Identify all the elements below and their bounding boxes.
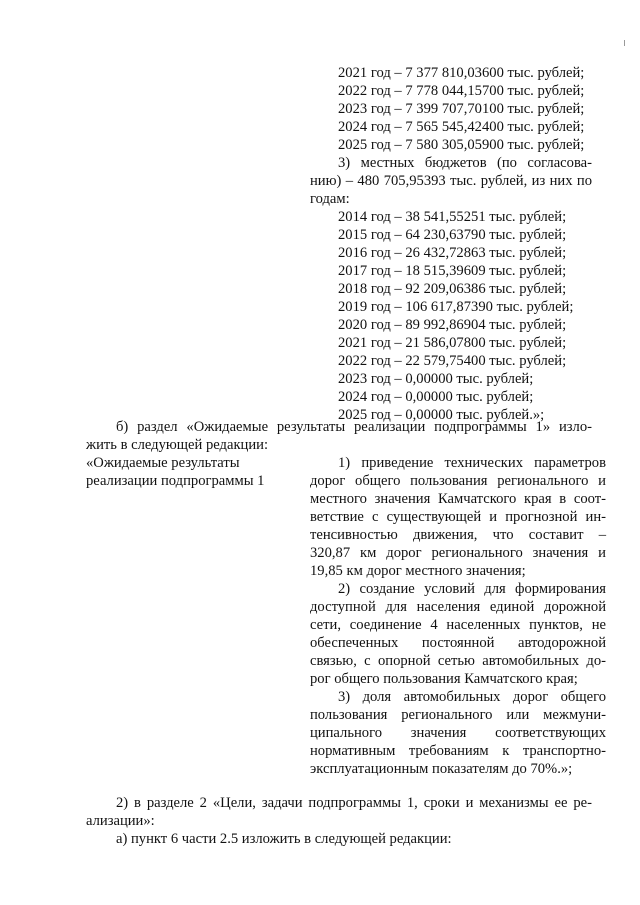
local-budget-line-1: 3) местных бюджетов (по согласова- — [338, 155, 592, 171]
local-year-2020: 2020 год – 89 992,86904 тыс. рублей; — [338, 317, 567, 333]
local-year-2023: 2023 год – 0,00000 тыс. рублей; — [338, 371, 534, 387]
result-text-line: связью, с опорной сетью автомобильных до- — [310, 653, 606, 669]
regional-year-2021: 2021 год – 7 377 810,03600 тыс. рублей; — [338, 65, 585, 81]
local-year-2025: 2025 год – 0,00000 тыс. рублей.»; — [338, 407, 545, 423]
scan-mark — [624, 40, 629, 46]
result-text-line: нормативным требованиям к транспортно- — [310, 743, 606, 759]
local-budget-line-2: нию) – 480 705,95393 тыс. рублей, из них по — [310, 173, 592, 189]
regional-year-2025: 2025 год – 7 580 305,05900 тыс. рублей; — [338, 137, 585, 153]
results-label-line-2: реализации подпрограммы 1 — [86, 473, 265, 489]
result-item-1-line-1: 1) приведение технических параметров — [338, 455, 606, 471]
result-text-line: ципального значения соответствующих — [310, 725, 606, 741]
local-budget-line-3: годам: — [310, 191, 350, 207]
result-text-line: 320,87 км дорог регионального значения и — [310, 545, 606, 561]
local-year-2017: 2017 год – 18 515,39609 тыс. рублей; — [338, 263, 567, 279]
local-year-2016: 2016 год – 26 432,72863 тыс. рублей; — [338, 245, 567, 261]
result-text-line: пользования регионального или межмуни- — [310, 707, 606, 723]
result-text-line: 19,85 км дорог местного значения; — [310, 563, 526, 579]
local-year-2024: 2024 год – 0,00000 тыс. рублей; — [338, 389, 534, 405]
result-text-line: местного значения Камчатского края в соот- — [310, 491, 606, 507]
section-b-line-1: б) раздел «Ожидаемые результаты реализации подпрограммы 1» изло- — [116, 419, 592, 435]
regional-year-2023: 2023 год – 7 399 707,70100 тыс. рублей; — [338, 101, 585, 117]
result-text-line: эксплуатационным показателям до 70%.»; — [310, 761, 573, 777]
result-text-line: доступной для населения единой дорожной — [310, 599, 606, 615]
result-item-2-line-1: 2) создание условий для формирования — [338, 581, 606, 597]
result-text-line: рог общего пользования Камчатского края; — [310, 671, 578, 687]
local-year-2021: 2021 год – 21 586,07800 тыс. рублей; — [338, 335, 567, 351]
local-year-2022: 2022 год – 22 579,75400 тыс. рублей; — [338, 353, 567, 369]
regional-year-2022: 2022 год – 7 778 044,15700 тыс. рублей; — [338, 83, 585, 99]
section-b-line-2: жить в следующей редакции: — [86, 437, 269, 453]
section-2-line-2: ализации»: — [86, 813, 155, 829]
result-text-line: дорог общего пользования регионального и — [310, 473, 606, 489]
results-label-line-1: «Ожидаемые результаты — [86, 455, 240, 471]
section-2-line-3: а) пункт 6 части 2.5 изложить в следующей редакции: — [116, 831, 452, 847]
local-year-2014: 2014 год – 38 541,55251 тыс. рублей; — [338, 209, 567, 225]
regional-year-2024: 2024 год – 7 565 545,42400 тыс. рублей; — [338, 119, 585, 135]
local-year-2019: 2019 год – 106 617,87390 тыс. рублей; — [338, 299, 574, 315]
section-2-line-1: 2) в разделе 2 «Цели, задачи подпрограммы 1, сроки и механизмы ее ре- — [116, 795, 592, 811]
result-item-3-line-1: 3) доля автомобильных дорог общего — [338, 689, 606, 705]
result-text-line: тенсивностью движения, что составит – — [310, 527, 606, 543]
result-text-line: ветствие с существующей и прогнозной ин- — [310, 509, 606, 525]
result-text-line: сети, соединение 4 населенных пунктов, не — [310, 617, 606, 633]
local-year-2018: 2018 год – 92 209,06386 тыс. рублей; — [338, 281, 567, 297]
local-year-2015: 2015 год – 64 230,63790 тыс. рублей; — [338, 227, 567, 243]
result-text-line: обеспеченных постоянной автодорожной — [310, 635, 606, 651]
